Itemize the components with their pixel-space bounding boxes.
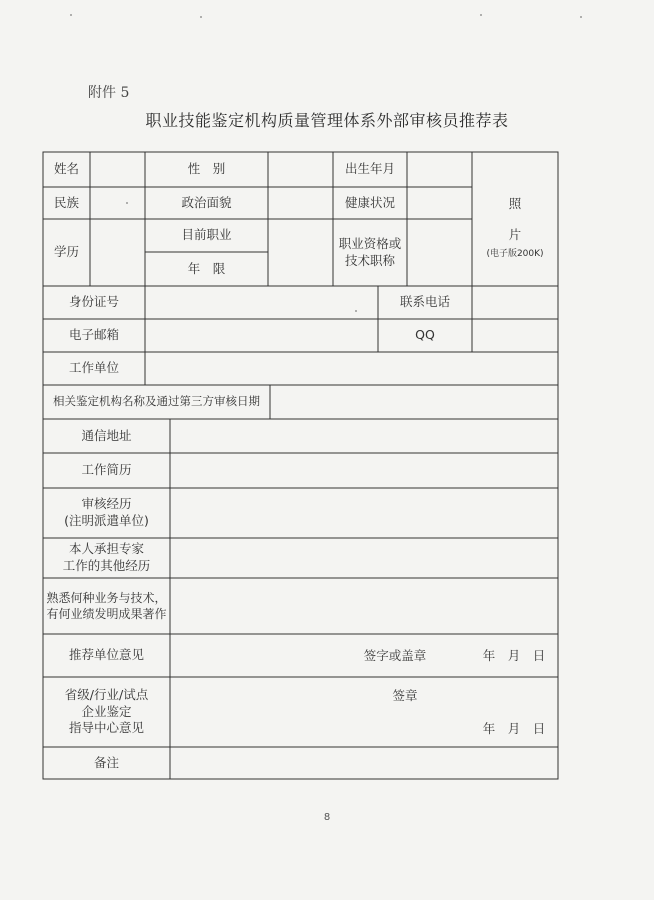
scan-speck xyxy=(200,16,202,18)
audit-experience-line-2: (注明派遣单位) xyxy=(64,513,149,528)
qualification-label xyxy=(333,219,407,286)
email-label: 电子邮箱 xyxy=(68,327,119,343)
resume-label: 工作简历 xyxy=(81,462,132,478)
qualification-line-1: 职业资格或 xyxy=(338,235,402,251)
form-title: 职业技能鉴定机构质量管理体系外部审核员推荐表 xyxy=(145,111,509,130)
address-label: 通信地址 xyxy=(81,427,132,443)
province-line-3: 指导中心意见 xyxy=(68,720,144,736)
qualification-line-2: 技术职称 xyxy=(344,252,395,268)
work-unit-field[interactable] xyxy=(145,352,558,385)
expert-experience-label xyxy=(43,538,170,578)
recommend-label: 推荐单位意见 xyxy=(68,647,144,663)
seal-label: 签章 xyxy=(392,687,418,703)
recommend-date: 年 月 日 xyxy=(482,647,546,663)
ethnicity-label: 民族 xyxy=(53,194,79,210)
expert-experience-field[interactable] xyxy=(170,538,558,578)
related-org-field[interactable] xyxy=(270,385,558,419)
current-job-label: 目前职业 xyxy=(181,227,232,243)
audit-experience-line-1: 审核经历 xyxy=(81,496,132,512)
qq-field[interactable] xyxy=(472,319,558,352)
familiar-line-1: 熟悉何种业务与技术， xyxy=(46,590,167,605)
province-opinion-label xyxy=(43,677,170,747)
id-number-label: 身份证号 xyxy=(68,294,119,310)
politics-field[interactable] xyxy=(268,187,333,219)
work-unit-label: 工作单位 xyxy=(68,360,119,376)
name-field[interactable] xyxy=(90,152,145,187)
scan-speck xyxy=(355,310,357,312)
photo-note: (电子版200K) xyxy=(486,248,544,259)
resume-field[interactable] xyxy=(170,453,558,488)
photo-label: 照 xyxy=(508,196,522,212)
expert-experience-line-1: 本人承担专家 xyxy=(68,541,144,557)
education-label: 学历 xyxy=(53,244,79,260)
familiar-field[interactable] xyxy=(170,578,558,634)
qualification-field[interactable] xyxy=(407,219,472,286)
years-label: 年 限 xyxy=(187,260,226,276)
current-job-field[interactable] xyxy=(268,219,333,286)
birth-field[interactable] xyxy=(407,152,472,187)
name-label: 姓名 xyxy=(53,161,79,177)
sign-or-seal-label: 签字或盖章 xyxy=(363,647,427,663)
audit-experience-field[interactable] xyxy=(170,488,558,538)
phone-label: 联系电话 xyxy=(399,294,450,310)
education-field[interactable] xyxy=(90,219,145,286)
page-number: 8 xyxy=(323,812,331,823)
scan-speck xyxy=(480,14,482,16)
politics-label: 政治面貌 xyxy=(181,194,232,210)
email-field[interactable] xyxy=(145,319,378,352)
familiar-label xyxy=(43,578,170,634)
health-field[interactable] xyxy=(407,187,472,219)
scan-speck xyxy=(126,202,128,204)
address-field[interactable] xyxy=(170,419,558,453)
attachment-label: 附件 5 xyxy=(88,85,130,101)
remarks-field[interactable] xyxy=(170,747,558,779)
province-line-2: 企业鉴定 xyxy=(81,703,132,719)
scan-speck xyxy=(70,14,72,16)
health-label: 健康状况 xyxy=(344,194,395,210)
photo-box[interactable] xyxy=(472,152,558,286)
province-line-1: 省级/行业/试点 xyxy=(64,686,149,702)
scan-speck xyxy=(580,16,582,18)
remarks-label: 备注 xyxy=(93,754,119,770)
id-number-field[interactable] xyxy=(145,286,378,319)
qq-label: QQ xyxy=(415,327,435,343)
gender-label: 性 别 xyxy=(187,161,226,177)
birth-label: 出生年月 xyxy=(344,161,395,177)
photo-label-2: 片 xyxy=(508,226,522,242)
related-org-label: 相关鉴定机构名称及通过第三方审核日期 xyxy=(53,394,260,409)
province-date: 年 月 日 xyxy=(482,720,546,736)
ethnicity-field[interactable] xyxy=(90,187,145,219)
gender-field[interactable] xyxy=(268,152,333,187)
expert-experience-line-2: 工作的其他经历 xyxy=(62,558,151,573)
phone-field[interactable] xyxy=(472,286,558,319)
audit-experience-label xyxy=(43,488,170,538)
familiar-line-2: 有何业绩发明成果著作 xyxy=(46,607,167,621)
